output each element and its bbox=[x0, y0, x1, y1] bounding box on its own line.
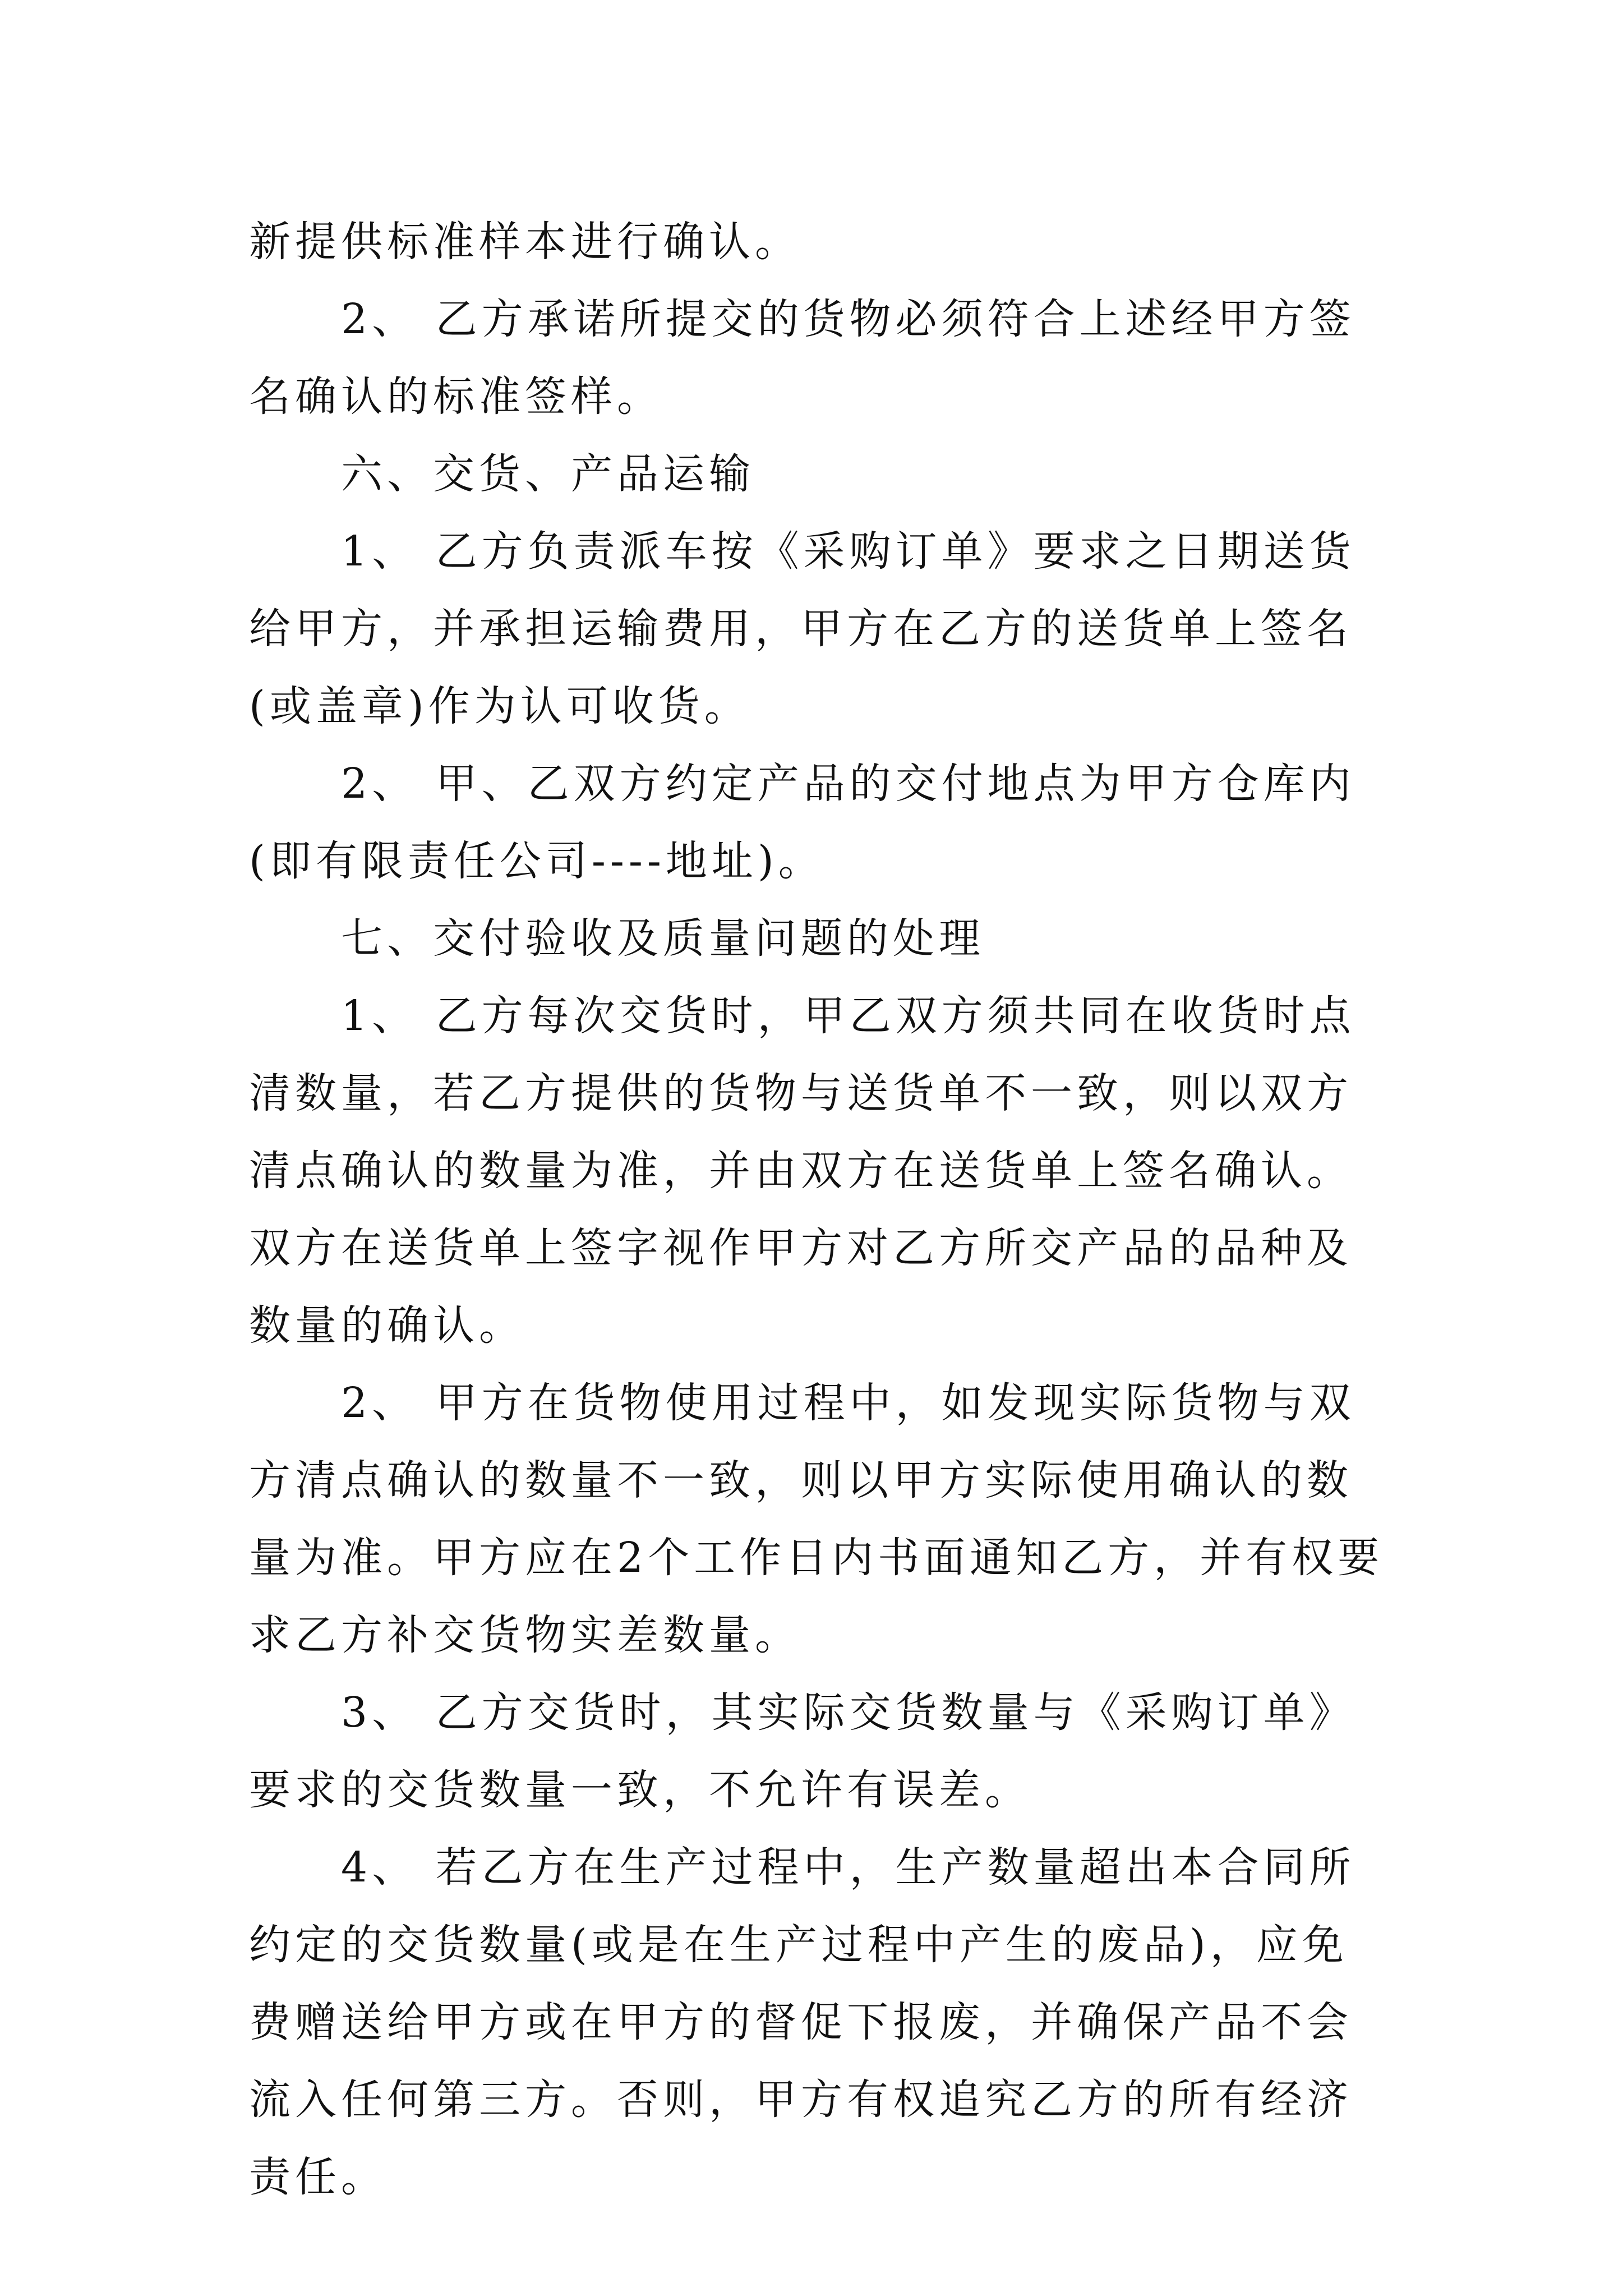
paragraph-clause-6-1: 1、 乙方负责派车按《采购订单》要求之日期送货给甲方，并承担运输费用，甲方在乙方的送货单上签名(或盖章)作为认可收货。 bbox=[249, 527, 1355, 730]
paragraph-clause-7-1: 1、 乙方每次交货时，甲乙双方须共同在收货时点清数量，若乙方提供的货物与送货单不一致，则以双方清点确认的数量为准，并由双方在送货单上签名确认。双方在送货单上签字视作甲方对乙方所交产品的品种及数量的确认。 bbox=[249, 992, 1355, 1350]
paragraph-clause-6-2: 2、 甲、乙双方约定产品的交付地点为甲方仓库内(即有限责任公司----地址)。 bbox=[249, 760, 1355, 885]
document-body bbox=[249, 203, 1393, 2216]
paragraph-clause-5-2: 2、 乙方承诺所提交的货物必须符合上述经甲方签名确认的标准签样。 bbox=[249, 295, 1355, 421]
paragraph-continuation: 新提供标准样本进行确认。 bbox=[249, 218, 801, 266]
paragraph-clause-7-4: 4、 若乙方在生产过程中，生产数量超出本合同所约定的交货数量(或是在生产过程中产生的废品)，应免费赠送给甲方或在甲方的督促下报废，并确保产品不会流入任何第三方。否则，甲方有权追究乙方的所有经济责任。 bbox=[249, 1843, 1355, 2201]
paragraph-clause-7-2: 2、 甲方在货物使用过程中，如发现实际货物与双方清点确认的数量不一致，则以甲方实际使用确认的数量为准。甲方应在2个工作日内书面通知乙方，并有权要求乙方补交货物实差数量。 bbox=[249, 1379, 1384, 1659]
paragraph-clause-7-3: 3、 乙方交货时，其实际交货数量与《采购订单》要求的交货数量一致，不允许有误差。 bbox=[249, 1688, 1355, 1814]
section-heading-7: 七、交付验收及质量问题的处理 bbox=[341, 914, 985, 963]
section-heading-6: 六、交货、产品运输 bbox=[341, 450, 755, 498]
